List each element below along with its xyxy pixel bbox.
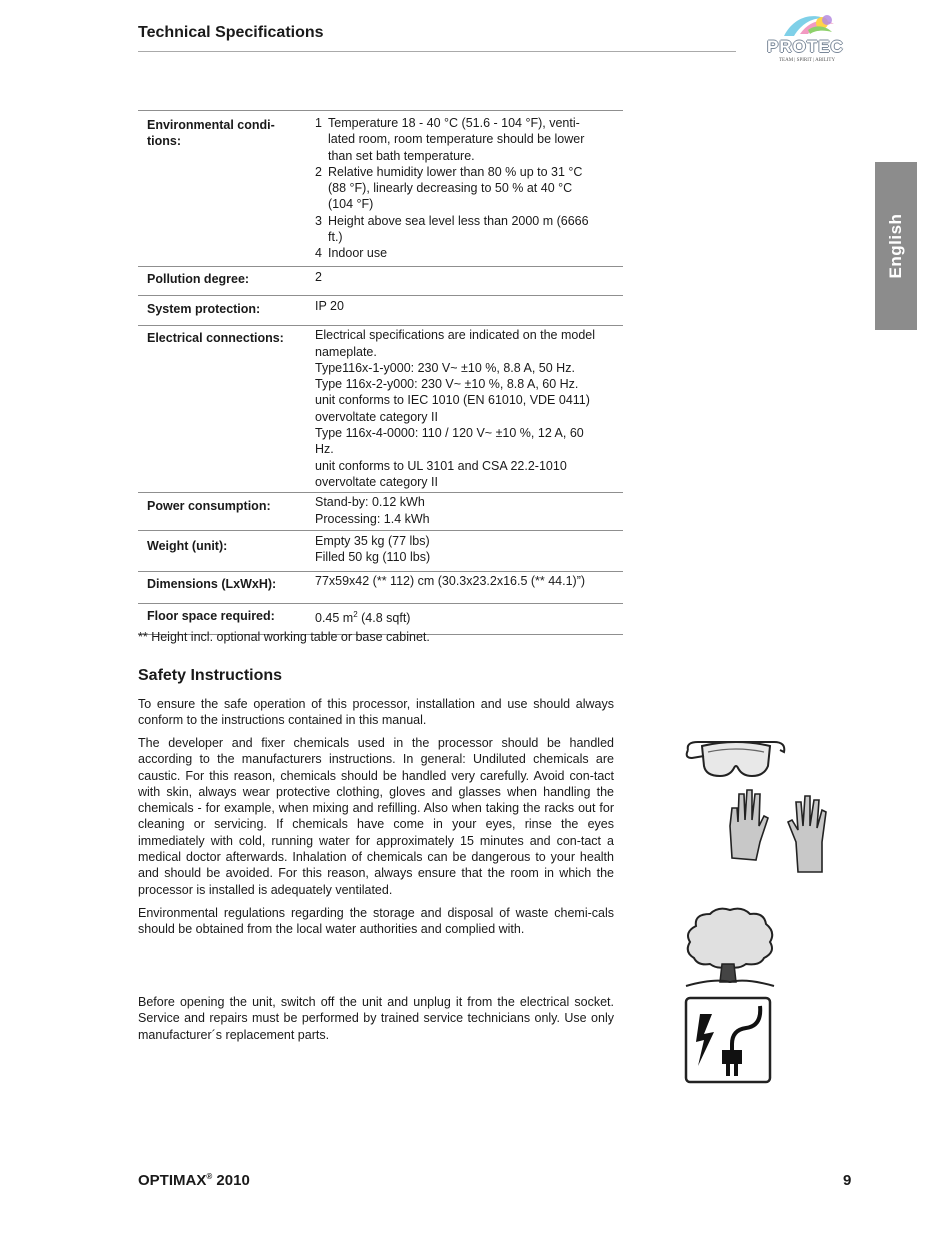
spec-label: Environmental condi- tions: (147, 118, 275, 149)
condition-number: 1 (315, 116, 322, 130)
spec-value (306, 533, 623, 566)
spec-line: Filled 50 kg (110 lbs) (315, 550, 431, 565)
spec-value (306, 494, 623, 527)
spec-row-dimensions (138, 571, 623, 602)
spec-row-power (138, 492, 623, 530)
condition-number: 2 (315, 164, 322, 179)
table-footnote: ** Height incl. optional working table or base cabinet. (138, 630, 430, 644)
logo-swirl-icon (764, 10, 860, 40)
protective-gloves-icon (726, 786, 828, 876)
condition-item (315, 245, 623, 261)
section-title-safety: Safety Instructions (138, 667, 283, 684)
condition-line: ft.) (328, 230, 343, 245)
spec-line: Processing: 1.4 kWh (315, 511, 430, 526)
page-header-title: Technical Specifications (138, 24, 324, 41)
spec-label: Electrical connections: (147, 331, 284, 346)
spec-line: overvoltate category II (315, 409, 438, 424)
language-tab[interactable] (875, 162, 917, 330)
spec-line: unit conforms to UL 3101 and CSA 22.2-1010 (315, 458, 567, 473)
condition-line: Temperature 18 - 40 °C (51.6 - 104 °F), venti- (328, 116, 580, 130)
spec-line: overvoltate category II (315, 474, 438, 489)
spec-row-weight (138, 530, 623, 572)
condition-text (328, 213, 589, 246)
condition-line: Indoor use (328, 246, 388, 261)
tree-icon (684, 906, 776, 990)
spec-line: Electrical specifications are indicated on the model (315, 328, 596, 343)
spec-value (306, 115, 623, 262)
condition-text (328, 164, 582, 213)
safety-paragraph: Environmental regulations regarding the storage and disposal of waste chemi-cals should be obtained from the local water authorities and complied with. (138, 906, 614, 937)
safety-paragraph: To ensure the safe operation of this processor, installation and use should always conform to the instructions contained in this manual. (138, 697, 614, 728)
spec-table (138, 110, 623, 635)
spec-row-pollution (138, 266, 623, 295)
spec-label: Power consumption: (147, 499, 271, 514)
footer-product-name: OPTIMAX® 2010 (138, 1172, 250, 1189)
spec-line: unit conforms to IEC 1010 (EN 61010, VDE 0411) (315, 393, 590, 408)
condition-line: than set bath temperature. (328, 148, 475, 163)
condition-item (315, 213, 623, 246)
safety-goggles-icon (684, 736, 788, 782)
condition-text (328, 115, 584, 164)
spec-row-protection (138, 295, 623, 325)
condition-number: 4 (315, 246, 322, 261)
condition-item (315, 164, 623, 213)
safety-paragraph: The developer and fixer chemicals used in the processor should be handled according to the manufacturers instructions. In general: Undiluted chemicals are caustic. For this reason, chemicals should be handled very carefully. Avoid con-tact with skin, always wear protective clothing, gloves and glasses when handling the chemicals - for example, when mixing and refilling. Also when taking the racks out for cleaning or servicing. If chemicals have come in your eyes, rinse the eyes immediately with cold, running water for approximately 15 minutes and con-tact a medical doctor afterwards. Inhalation of chemicals can be dangerous to your health and should be avoided. For this reason, always ensure that the room in which the processor is installed is adequately ventilated. (138, 736, 614, 897)
spec-line: Empty 35 kg (77 lbs) (315, 533, 430, 548)
environment-conditions-list (315, 115, 623, 262)
condition-line: Height above sea level less than 2000 m (6666 (328, 213, 589, 228)
spec-row-electrical (138, 325, 623, 492)
condition-line: (104 °F) (328, 197, 374, 212)
spec-label: Floor space required: (147, 608, 275, 623)
condition-number: 3 (315, 213, 322, 228)
spec-line: Type 116x-2-y000: 230 V~ ±10 %, 8.8 A, 60 Hz. (315, 377, 579, 392)
spec-label: Dimensions (LxWxH): (147, 577, 277, 592)
language-tab-label: English (886, 213, 905, 279)
page-number: 9 (843, 1172, 852, 1189)
spec-label: Pollution degree: (147, 271, 250, 286)
spec-line: Stand-by: 0.12 kWh (315, 495, 425, 510)
condition-line: (88 °F), linearly decreasing to 50 % at 40 °C (328, 181, 573, 196)
spec-value: 0.45 $m^2$ (4.8 sqft) (315, 609, 411, 625)
spec-line: nameplate. (315, 344, 377, 359)
spec-value: 77x59x42 (** 112) cm (30.3x23.2x16.5 (** 44.1)”) (315, 574, 586, 589)
spec-line: Hz. (315, 442, 334, 457)
spec-label: Weight (unit): (147, 538, 228, 553)
spec-value: 2 (315, 269, 322, 284)
safety-paragraph: Before opening the unit, switch off the unit and unplug it from the electrical socket. Service and repairs must be performed by trained service technicians only. Use only manufacturer´s replacement parts. (138, 995, 614, 1042)
spec-label: System protection: (147, 301, 261, 316)
spec-line: Type116x-1-y000: 230 V~ ±10 %, 8.8 A, 50 Hz. (315, 360, 575, 375)
condition-text (328, 245, 387, 261)
condition-line: lated room, room temperature should be lower (328, 132, 585, 147)
spec-value (306, 327, 623, 490)
spec-value: IP 20 (315, 298, 344, 313)
unplug-power-icon (684, 996, 772, 1084)
header-divider (138, 51, 736, 52)
spec-line: Type 116x-4-0000: 110 / 120 V~ ±10 %, 12 A, 60 (315, 426, 584, 441)
condition-line: Relative humidity lower than 80 % up to 31 °C (328, 164, 583, 179)
protec-logo: PROTEC TEAM | SPIRIT | ABILITY (764, 10, 860, 68)
spec-row-environmental (138, 110, 623, 266)
condition-item (315, 115, 623, 164)
